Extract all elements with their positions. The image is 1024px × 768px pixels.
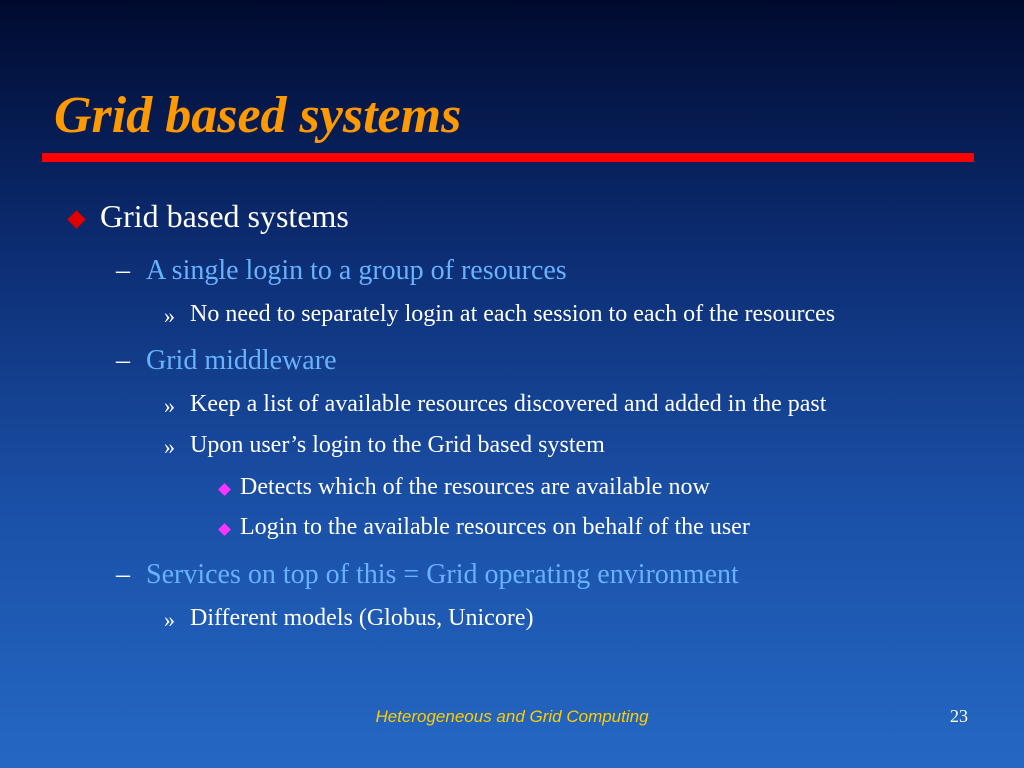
bullet-level3: Upon user’s login to the Grid based system	[190, 432, 605, 458]
diamond-bullet-icon	[218, 483, 231, 496]
bullet-level2: Grid middleware	[146, 345, 337, 376]
bullet-level3: Different models (Globus, Unicore)	[190, 605, 534, 631]
slide-footer: Heterogeneous and Grid Computing	[375, 707, 649, 726]
slide-title: Grid based systems	[54, 87, 462, 144]
chevron-bullet-icon: »	[164, 303, 175, 328]
chevron-bullet-icon: »	[164, 434, 175, 459]
bullet-level2: Services on top of this = Grid operating environment	[146, 559, 739, 590]
title-underline	[42, 153, 974, 162]
dash-bullet-icon: –	[116, 255, 130, 286]
bullet-level1: Grid based systems	[100, 198, 349, 234]
bullet-level3: No need to separately login at each session to each of the resources	[190, 301, 836, 327]
dash-bullet-icon: –	[116, 559, 130, 590]
bullet-level4: Detects which of the resources are available now	[240, 474, 710, 500]
chevron-bullet-icon: »	[164, 393, 175, 418]
page-number: 23	[950, 706, 968, 726]
diamond-bullet-icon	[218, 523, 231, 536]
dash-bullet-icon: –	[116, 345, 130, 376]
bullet-level3: Keep a list of available resources discovered and added in the past	[190, 391, 827, 417]
chevron-bullet-icon: »	[164, 607, 175, 632]
bullet-level2: A single login to a group of resources	[146, 255, 567, 286]
bullet-level4: Login to the available resources on behalf of the user	[240, 514, 750, 540]
diamond-bullet-icon	[67, 210, 85, 228]
